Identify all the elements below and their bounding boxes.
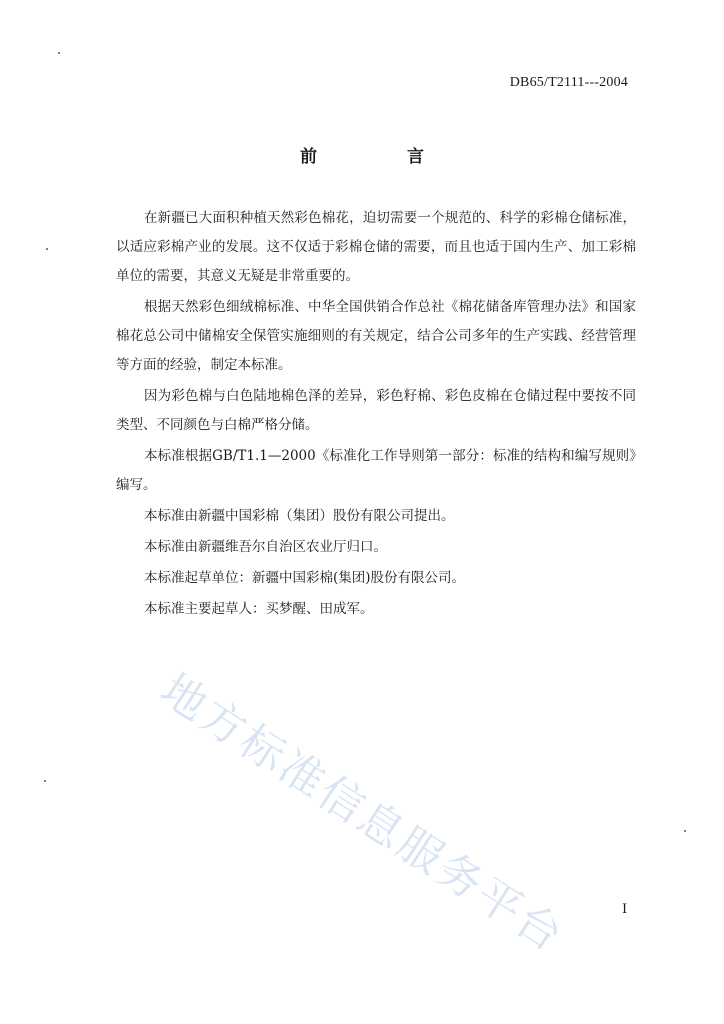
scan-speck — [44, 780, 46, 782]
paragraph: 根据天然彩色细绒棉标准、中华全国供销合作总社《棉花储备库管理办法》和国家棉花总公司中储棉安全保管实施细则的有关规定，结合公司多年的生产实践、经营管理等方面的经验，制定本标准。 — [116, 299, 636, 373]
document-code: DB65/T2111---2004 — [509, 75, 628, 90]
scan-speck — [58, 52, 60, 54]
paragraph: 在新疆已大面积种植天然彩色棉花，迫切需要一个规范的、科学的彩棉仓储标准，以适应彩棉产业的发展。这不仅适于彩棉仓储的需要，而且也适于国内生产、加工彩棉单位的需要，其意义无疑是非常重要的。 — [116, 210, 636, 284]
paragraph: 本标准起草单位：新疆中国彩棉(集团)股份有限公司。 — [144, 570, 466, 586]
scan-speck — [684, 830, 686, 832]
paragraph: 本标准由新疆中国彩棉（集团）股份有限公司提出。 — [144, 508, 455, 524]
paragraph: 本标准根据GB/T1.1—2000《标准化工作导则第一部分：标准的结构和编写规则》编写。 — [116, 448, 636, 493]
page-number: I — [622, 902, 628, 917]
body-text — [116, 204, 636, 626]
page-title: 前 言 — [300, 147, 466, 167]
paragraph: 本标准主要起草人：买梦醒、田成军。 — [144, 601, 374, 617]
paragraph: 因为彩色棉与白色陆地棉色泽的差异，彩色籽棉、彩色皮棉在仓储过程中要按不同类型、不同颜色与白棉严格分储。 — [116, 388, 636, 433]
scan-speck — [46, 248, 48, 250]
watermark: 地方标准信息服务平台 — [151, 664, 574, 963]
paragraph: 本标准由新疆维吾尔自治区农业厅归口。 — [144, 539, 387, 555]
